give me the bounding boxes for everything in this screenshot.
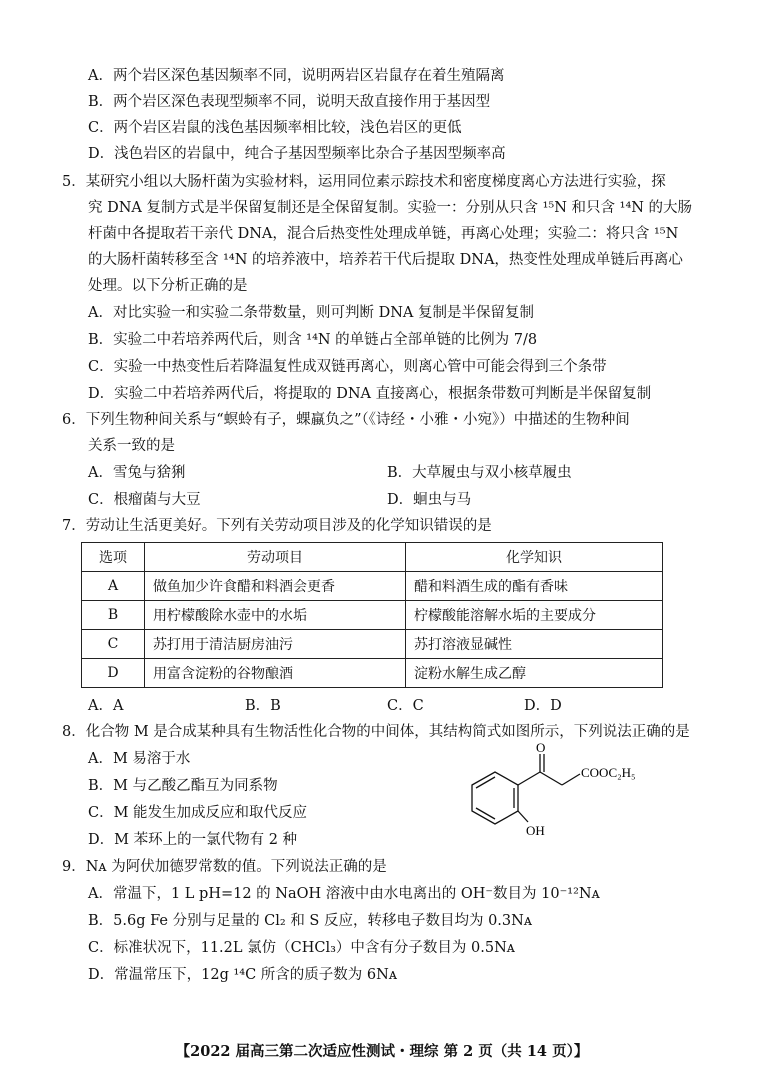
q6-option-b: B．大草履虫与双小核草履虫 [387, 465, 572, 481]
table-header: 化学知识 [406, 543, 663, 572]
table-cell: C [82, 630, 145, 659]
table-row [82, 572, 663, 601]
q9-option-d: D．常温常压下，12g ¹⁴C 所含的质子数为 6Nᴀ [88, 967, 398, 983]
page-footer: 【2022 届高三第二次适应性测试・理综 第 2 页（共 14 页）】 [175, 1043, 589, 1060]
q8-option-b: B．M 与乙酸乙酯互为同系物 [88, 778, 278, 794]
q7-stem: 7．劳动让生活更美好。下列有关劳动项目涉及的化学知识错误的是 [62, 518, 492, 534]
table-cell: 醋和料酒生成的酯有香味 [406, 572, 663, 601]
q5-stem-line-1: 5．某研究小组以大肠杆菌为实验材料，运用同位素示踪技术和密度梯度离心方法进行实验，探 [62, 174, 666, 190]
structure-o-label: O [536, 740, 546, 755]
q6-stem-line-1: 6．下列生物种间关系与“螟蛉有子，蜾蠃负之”（《诗经・小雅・小宛》）中描述的生物种间 [62, 412, 630, 428]
q7-option-b: B．B [245, 698, 281, 714]
q8-option-a: A．M 易溶于水 [88, 751, 191, 767]
q6-option-d: D．蛔虫与马 [387, 492, 472, 508]
q7-table [81, 542, 663, 688]
structure-oh-label: OH [526, 823, 545, 838]
table-cell: D [82, 659, 145, 688]
q5-stem-line-2: 究 DNA 复制方式是半保留复制还是全保留复制。实验一：分别从只含 ¹⁵N 和只含 ¹⁴N 的大肠 [88, 200, 693, 216]
table-cell: 柠檬酸能溶解水垢的主要成分 [406, 601, 663, 630]
prev-option-a: A．两个岩区深色基因频率不同，说明两岩区岩鼠存在着生殖隔离 [88, 68, 505, 84]
table-header: 劳动项目 [145, 543, 406, 572]
table-cell: 苏打用于清洁厨房油污 [145, 630, 406, 659]
table-row [82, 601, 663, 630]
q8-stem: 8．化合物 M 是合成某种具有生物活性化合物的中间体，其结构简式如图所示，下列说法正确的是 [62, 724, 690, 740]
prev-option-b: B．两个岩区深色表现型频率不同，说明天敌直接作用于基因型 [88, 94, 491, 110]
table-cell: 用柠檬酸除水壶中的水垢 [145, 601, 406, 630]
table-header-row [82, 543, 663, 572]
q5-option-c: C．实验一中热变性后若降温复性成双链再离心，则离心管中可能会得到三个条带 [88, 359, 607, 375]
table-cell: A [82, 572, 145, 601]
q6-option-c: C．根瘤菌与大豆 [88, 492, 201, 508]
table-row [82, 659, 663, 688]
prev-option-c: C．两个岩区岩鼠的浅色基因频率相比较，浅色岩区的更低 [88, 120, 462, 136]
structure-ester-label: COOC₂H₅ [581, 765, 636, 780]
prev-option-d: D．浅色岩区的岩鼠中，纯合子基因型频率比杂合子基因型频率高 [88, 146, 506, 162]
q5-option-a: A．对比实验一和实验二条带数量，则可判断 DNA 复制是半保留复制 [88, 305, 534, 321]
q9-option-a: A．常温下，1 L pH=12 的 NaOH 溶液中由水电离出的 OH⁻数目为 10⁻¹²Nᴀ [88, 886, 600, 902]
table-cell: 用富含淀粉的谷物酿酒 [145, 659, 406, 688]
q5-stem-line-4: 的大肠杆菌转移至含 ¹⁴N 的培养液中，培养若干代后提取 DNA，热变性处理成单链后再离心 [88, 252, 683, 268]
q9-option-c: C．标准状况下，11.2L 氯仿（CHCl₃）中含有分子数目为 0.5Nᴀ [88, 940, 515, 956]
table-cell: 淀粉水解生成乙醇 [406, 659, 663, 688]
q5-option-d: D．实验二中若培养两代后，将提取的 DNA 直接离心，根据条带数可判断是半保留复制 [88, 386, 652, 402]
q6-option-a: A．雪兔与猞猁 [88, 465, 186, 481]
q7-option-c: C．C [387, 698, 424, 714]
structure-diagram [440, 740, 670, 860]
q6-stem-line-2: 关系一致的是 [88, 438, 175, 454]
table-cell: B [82, 601, 145, 630]
q5-stem-line-3: 杆菌中各提取若干亲代 DNA，混合后热变性处理成单链，再离心处理；实验二：将只含 ¹⁵N [88, 226, 679, 242]
q8-option-c: C．M 能发生加成反应和取代反应 [88, 805, 308, 821]
q5-option-b: B．实验二中若培养两代后，则含 ¹⁴N 的单链占全部单链的比例为 7/8 [88, 332, 538, 348]
table-header: 选项 [82, 543, 145, 572]
q7-option-d: D．D [524, 698, 562, 714]
q9-option-b: B．5.6g Fe 分别与足量的 Cl₂ 和 S 反应，转移电子数目均为 0.3Nᴀ [88, 913, 533, 929]
table-cell: 做鱼加少许食醋和料酒会更香 [145, 572, 406, 601]
table-cell: 苏打溶液显碱性 [406, 630, 663, 659]
q9-stem: 9．Nᴀ 为阿伏加德罗常数的值。下列说法正确的是 [62, 859, 387, 875]
q7-option-a: A．A [88, 698, 124, 714]
q8-option-d: D．M 苯环上的一氯代物有 2 种 [88, 832, 298, 848]
table-row [82, 630, 663, 659]
q5-stem-line-5: 处理。以下分析正确的是 [88, 278, 248, 294]
